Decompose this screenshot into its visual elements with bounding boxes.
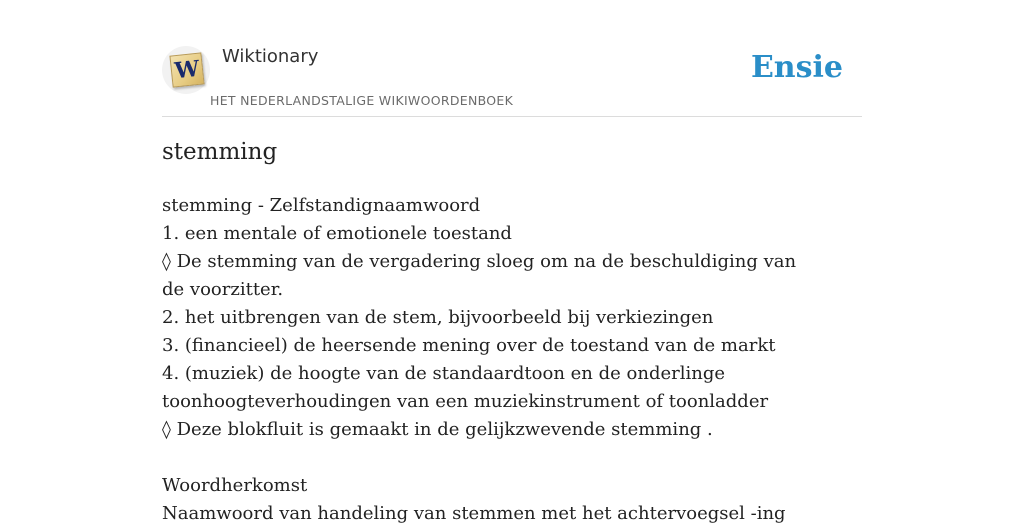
- entry-content: [162, 192, 802, 528]
- wiktionary-logo[interactable]: [162, 46, 210, 94]
- logo-letter: W: [173, 55, 201, 85]
- page-title: stemming: [162, 139, 278, 165]
- entry-heading: stemming - Zelfstandignaamwoord: [162, 195, 481, 216]
- etymology-heading: Woordherkomst: [162, 475, 308, 496]
- definition-item: 1. een mentale of emotionele toestand: [162, 223, 512, 244]
- definition-item: 4. (muziek) de hoogte van de standaardtoon en de onderlinge toonhoogteverhoudingen van een muziekinstrument of toonladder: [162, 363, 769, 412]
- site-header: [162, 0, 862, 117]
- example-sentence: ◊ De stemming van de vergadering sloeg om na de beschuldiging van de voorzitter.: [162, 251, 797, 300]
- etymology-text: Naamwoord van handeling van stemmen met het achtervoegsel -ing: [162, 503, 786, 524]
- ensie-brand-link[interactable]: Ensie: [750, 50, 843, 85]
- site-title[interactable]: Wiktionary: [222, 46, 319, 67]
- site-subtitle: HET NEDERLANDSTALIGE WIKIWOORDENBOEK: [210, 93, 514, 108]
- example-sentence: ◊ Deze blokfluit is gemaakt in de gelijkzwevende stemming .: [162, 419, 713, 440]
- definition-item: 3. (financieel) de heersende mening over de toestand van de markt: [162, 335, 776, 356]
- logo-tile-icon: [169, 52, 204, 87]
- spacer: [162, 444, 802, 472]
- definition-item: 2. het uitbrengen van de stem, bijvoorbeeld bij verkiezingen: [162, 307, 714, 328]
